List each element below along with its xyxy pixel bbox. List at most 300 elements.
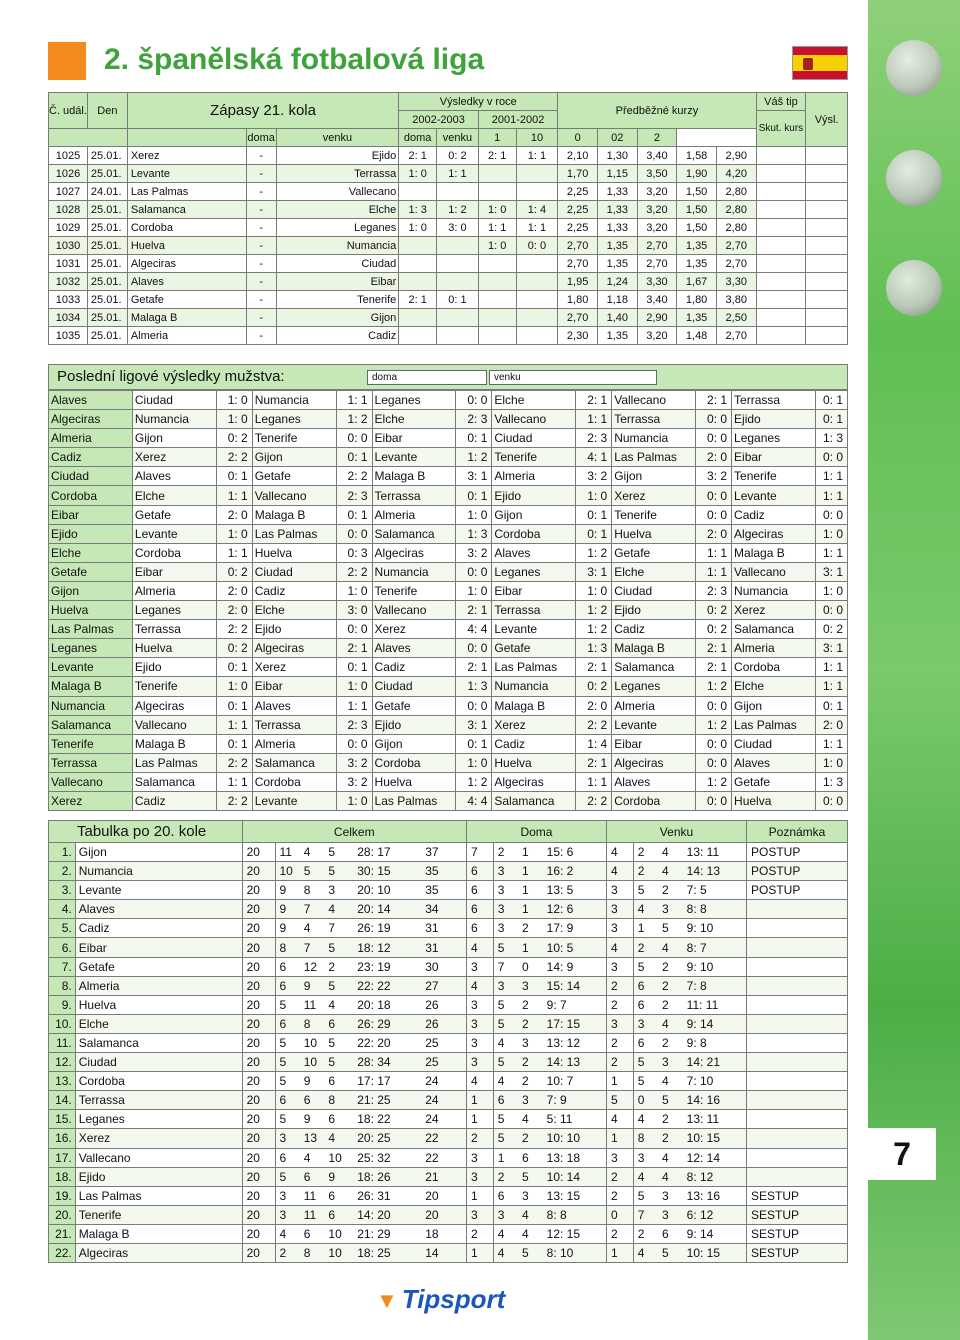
home-lost: 2 (518, 1129, 543, 1148)
odds-02: 1,67 (677, 273, 717, 291)
results-opponent: Algeciras (612, 753, 696, 772)
match-row (49, 201, 848, 219)
score-s2-away (516, 255, 558, 273)
match-date: 25.01. (87, 255, 127, 273)
total-drawn: 8 (300, 881, 325, 900)
away-lost: 2 (658, 881, 683, 900)
home-won: 3 (466, 995, 493, 1014)
score-s1-away (437, 183, 479, 201)
results-score: 1: 1 (336, 696, 372, 715)
results-opponent: Elche (132, 486, 216, 505)
odds-02: 1,90 (677, 165, 717, 183)
results-opponent: Elche (252, 601, 336, 620)
results-opponent: Eibar (372, 429, 456, 448)
results-opponent: Leganes (492, 562, 576, 581)
odds-2: 2,80 (716, 183, 756, 201)
total-lost: 4 (324, 1129, 353, 1148)
brand-name: Tipsport (401, 1284, 506, 1314)
total-won: 6 (275, 1148, 300, 1167)
results-opponent: Ciudad (372, 677, 456, 696)
results-team: Leganes (49, 639, 133, 658)
standings-rank: 12. (49, 1053, 76, 1072)
away-lost: 2 (658, 1129, 683, 1148)
total-drawn: 6 (300, 1091, 325, 1110)
standings-row (49, 919, 848, 938)
results-score: 0: 1 (576, 524, 612, 543)
standings-row (49, 1224, 848, 1243)
home-goals: 17: 15 (543, 1014, 607, 1033)
results-opponent: Algeciras (132, 696, 216, 715)
result-cell (806, 219, 848, 237)
match-away: Vallecano (276, 183, 399, 201)
results-score: 0: 0 (696, 753, 732, 772)
standings-title: Tabulka po 20. kole (49, 821, 243, 843)
result-cell (806, 291, 848, 309)
results-score: 0: 1 (456, 734, 492, 753)
results-opponent: Ejido (252, 620, 336, 639)
away-drawn: 4 (633, 900, 658, 919)
results-score: 3: 2 (336, 753, 372, 772)
odds-0: 2,90 (637, 309, 677, 327)
results-row (49, 601, 848, 620)
results-row (49, 505, 848, 524)
result-cell (806, 237, 848, 255)
results-team: Elche (49, 543, 133, 562)
away-won: 5 (606, 1091, 633, 1110)
score-s1-home (399, 237, 437, 255)
results-score: 1: 0 (456, 753, 492, 772)
odds-0: 2,70 (637, 255, 677, 273)
home-lost: 1 (518, 881, 543, 900)
results-opponent: Eibar (252, 677, 336, 696)
total-points: 18 (421, 1224, 466, 1243)
score-s1-home (399, 183, 437, 201)
home-lost: 1 (518, 843, 543, 862)
away-goals: 7: 5 (683, 881, 747, 900)
away-won: 2 (606, 976, 633, 995)
total-goals: 18: 12 (353, 938, 421, 957)
standings-rank: 1. (49, 843, 76, 862)
results-score: 2: 3 (336, 486, 372, 505)
total-lost: 5 (324, 1033, 353, 1052)
home-lost: 3 (518, 976, 543, 995)
results-row (49, 448, 848, 467)
home-drawn: 5 (493, 1053, 518, 1072)
results-score: 1: 1 (216, 486, 252, 505)
match-sep: - (246, 291, 276, 309)
standings-rank: 7. (49, 957, 76, 976)
total-goals: 23: 19 (353, 957, 421, 976)
results-doma-label: doma (367, 370, 487, 385)
match-id: 1032 (49, 273, 88, 291)
score-s2-home (478, 291, 516, 309)
results-score: 0: 2 (576, 677, 612, 696)
total-drawn: 12 (300, 957, 325, 976)
results-score: 3: 1 (456, 715, 492, 734)
total-played: 20 (242, 1033, 275, 1052)
results-score: 1: 0 (336, 791, 372, 810)
odds-2: 2,90 (716, 147, 756, 165)
match-row (49, 273, 848, 291)
col-cislo: Č. udál. (49, 93, 88, 129)
tip-cell (756, 201, 806, 219)
results-score: 3: 1 (456, 467, 492, 486)
total-played: 20 (242, 1014, 275, 1033)
odds-0: 3,40 (637, 147, 677, 165)
standings-team: Leganes (75, 1110, 242, 1129)
away-lost: 4 (658, 1167, 683, 1186)
results-row (49, 524, 848, 543)
odds-10: 1,18 (597, 291, 637, 309)
home-lost: 3 (518, 1186, 543, 1205)
results-score: 3: 1 (815, 562, 847, 581)
total-played: 20 (242, 957, 275, 976)
results-opponent: Las Palmas (612, 448, 696, 467)
home-drawn: 5 (493, 1110, 518, 1129)
home-lost: 1 (518, 862, 543, 881)
results-score: 0: 1 (216, 734, 252, 753)
results-team: Algeciras (49, 410, 133, 429)
total-won: 3 (275, 1129, 300, 1148)
away-drawn: 3 (633, 1014, 658, 1033)
total-lost: 10 (324, 1243, 353, 1262)
home-goals: 13: 5 (543, 881, 607, 900)
results-score: 0: 0 (456, 562, 492, 581)
results-row (49, 620, 848, 639)
tip-cell (756, 147, 806, 165)
total-lost: 10 (324, 1148, 353, 1167)
results-score: 0: 0 (696, 429, 732, 448)
results-score: 1: 1 (576, 772, 612, 791)
results-score: 1: 0 (216, 410, 252, 429)
home-drawn: 4 (493, 1243, 518, 1262)
standings-rank: 15. (49, 1110, 76, 1129)
results-score: 0: 0 (336, 620, 372, 639)
results-score: 0: 1 (336, 448, 372, 467)
results-score: 3: 2 (336, 772, 372, 791)
standings-rank: 5. (49, 919, 76, 938)
match-away: Numancia (276, 237, 399, 255)
results-score: 1: 0 (815, 524, 847, 543)
odds-2: 2,50 (716, 309, 756, 327)
col-zapasy: Zápasy 21. kola (127, 93, 398, 129)
home-lost: 3 (518, 1091, 543, 1110)
away-drawn: 2 (633, 862, 658, 881)
match-sep: - (246, 255, 276, 273)
standings-note (746, 1072, 847, 1091)
results-opponent: Cadiz (372, 658, 456, 677)
total-won: 6 (275, 957, 300, 976)
results-opponent: Getafe (732, 772, 816, 791)
total-goals: 17: 17 (353, 1072, 421, 1091)
results-opponent: Elche (732, 677, 816, 696)
results-team: Xerez (49, 791, 133, 810)
away-goals: 8: 8 (683, 900, 747, 919)
home-drawn: 3 (493, 862, 518, 881)
col-k02: 02 (597, 129, 637, 147)
results-score: 2: 0 (815, 715, 847, 734)
away-lost: 5 (658, 919, 683, 938)
home-goals: 12: 6 (543, 900, 607, 919)
match-date: 25.01. (87, 237, 127, 255)
home-goals: 15: 6 (543, 843, 607, 862)
away-won: 0 (606, 1205, 633, 1224)
away-drawn: 5 (633, 1072, 658, 1091)
away-drawn: 1 (633, 919, 658, 938)
total-won: 11 (275, 843, 300, 862)
total-won: 5 (275, 1110, 300, 1129)
score-s2-home: 1: 0 (478, 201, 516, 219)
total-lost: 8 (324, 1091, 353, 1110)
standings-rank: 22. (49, 1243, 76, 1262)
results-team: Ejido (49, 524, 133, 543)
results-team: Huelva (49, 601, 133, 620)
results-opponent: Elche (492, 391, 576, 410)
results-opponent: Salamanca (372, 524, 456, 543)
home-won: 7 (466, 843, 493, 862)
match-row (49, 291, 848, 309)
home-drawn: 2 (493, 843, 518, 862)
results-opponent: Huelva (252, 543, 336, 562)
score-s2-home: 2: 1 (478, 147, 516, 165)
results-score: 2: 0 (696, 524, 732, 543)
results-opponent: Cordoba (372, 753, 456, 772)
standings-row (49, 1148, 848, 1167)
away-goals: 9: 10 (683, 957, 747, 976)
score-s2-away (516, 183, 558, 201)
results-opponent: Las Palmas (372, 791, 456, 810)
results-team: Eibar (49, 505, 133, 524)
results-opponent: Tenerife (372, 581, 456, 600)
results-opponent: Leganes (732, 429, 816, 448)
home-goals: 16: 2 (543, 862, 607, 881)
standings-rank: 9. (49, 995, 76, 1014)
results-opponent: Elche (372, 410, 456, 429)
total-goals: 21: 29 (353, 1224, 421, 1243)
results-score: 2: 2 (216, 753, 252, 772)
home-lost: 2 (518, 995, 543, 1014)
total-points: 25 (421, 1033, 466, 1052)
score-s1-away (437, 327, 479, 345)
home-goals: 10: 5 (543, 938, 607, 957)
total-points: 22 (421, 1148, 466, 1167)
tip-cell (756, 219, 806, 237)
standings-team: Xerez (75, 1129, 242, 1148)
away-won: 3 (606, 881, 633, 900)
results-score: 0: 1 (456, 486, 492, 505)
spain-flag-icon (792, 46, 848, 80)
results-score: 2: 0 (216, 601, 252, 620)
results-opponent: Cadiz (252, 581, 336, 600)
match-row (49, 237, 848, 255)
match-home: Alaves (127, 273, 246, 291)
home-won: 4 (466, 938, 493, 957)
away-lost: 3 (658, 1053, 683, 1072)
match-away: Cadiz (276, 327, 399, 345)
results-opponent: Salamanca (612, 658, 696, 677)
score-s1-away (437, 309, 479, 327)
away-won: 4 (606, 862, 633, 881)
results-opponent: Eibar (492, 581, 576, 600)
total-goals: 28: 17 (353, 843, 421, 862)
standings-rank: 17. (49, 1148, 76, 1167)
results-row (49, 715, 848, 734)
results-opponent: Cordoba (732, 658, 816, 677)
results-opponent: Ciudad (492, 429, 576, 448)
total-won: 5 (275, 995, 300, 1014)
odds-2: 2,80 (716, 219, 756, 237)
total-drawn: 9 (300, 1110, 325, 1129)
total-won: 6 (275, 1014, 300, 1033)
odds-2: 2,70 (716, 237, 756, 255)
col-s1-doma: doma (246, 129, 276, 147)
results-score: 3: 2 (576, 467, 612, 486)
results-score: 3: 2 (696, 467, 732, 486)
home-won: 4 (466, 976, 493, 995)
results-row (49, 677, 848, 696)
score-s2-home: 1: 0 (478, 237, 516, 255)
standings-row (49, 1033, 848, 1052)
results-score: 0: 1 (216, 467, 252, 486)
away-won: 2 (606, 1224, 633, 1243)
home-goals: 10: 14 (543, 1167, 607, 1186)
results-score: 1: 1 (815, 486, 847, 505)
home-lost: 1 (518, 938, 543, 957)
total-lost: 9 (324, 1167, 353, 1186)
standings-row (49, 1053, 848, 1072)
away-drawn: 0 (633, 1091, 658, 1110)
standings-rank: 8. (49, 976, 76, 995)
results-opponent: Huelva (732, 791, 816, 810)
total-played: 20 (242, 1148, 275, 1167)
col-k0: 0 (558, 129, 598, 147)
results-score: 1: 2 (336, 410, 372, 429)
home-goals: 8: 8 (543, 1205, 607, 1224)
score-s2-away (516, 309, 558, 327)
total-drawn: 11 (300, 1186, 325, 1205)
total-won: 5 (275, 1053, 300, 1072)
total-goals: 22: 22 (353, 976, 421, 995)
standings-rank: 20. (49, 1205, 76, 1224)
results-score: 1: 0 (336, 581, 372, 600)
total-goals: 18: 22 (353, 1110, 421, 1129)
results-team: Alaves (49, 391, 133, 410)
col-celkem: Celkem (242, 821, 466, 843)
standings-team: Tenerife (75, 1205, 242, 1224)
home-won: 3 (466, 1053, 493, 1072)
results-score: 0: 0 (815, 601, 847, 620)
odds-02: 1,50 (677, 183, 717, 201)
results-score: 2: 2 (336, 562, 372, 581)
results-score: 0: 0 (696, 696, 732, 715)
results-score: 1: 1 (815, 734, 847, 753)
odds-10: 1,40 (597, 309, 637, 327)
results-score: 0: 0 (696, 486, 732, 505)
match-home: Las Palmas (127, 183, 246, 201)
results-team: Malaga B (49, 677, 133, 696)
results-opponent: Numancia (132, 410, 216, 429)
col-vas-tip: Váš tip (756, 93, 806, 111)
results-team: Salamanca (49, 715, 133, 734)
odds-10: 1,15 (597, 165, 637, 183)
total-goals: 25: 32 (353, 1148, 421, 1167)
home-goals: 12: 15 (543, 1224, 607, 1243)
results-opponent: Terrassa (372, 486, 456, 505)
away-won: 4 (606, 1110, 633, 1129)
odds-1: 2,70 (558, 237, 598, 255)
results-opponent: Vallecano (372, 601, 456, 620)
col-season1: 2002-2003 (399, 111, 479, 129)
total-played: 20 (242, 1186, 275, 1205)
col-k1: 1 (478, 129, 516, 147)
results-score: 1: 1 (696, 562, 732, 581)
results-opponent: Alaves (132, 467, 216, 486)
results-opponent: Tenerife (252, 429, 336, 448)
results-score: 2: 1 (696, 391, 732, 410)
match-home: Malaga B (127, 309, 246, 327)
total-won: 8 (275, 938, 300, 957)
results-row (49, 791, 848, 810)
results-score: 0: 1 (576, 505, 612, 524)
results-team: Cordoba (49, 486, 133, 505)
standings-rank: 2. (49, 862, 76, 881)
standings-team: Numancia (75, 862, 242, 881)
total-lost: 6 (324, 1186, 353, 1205)
total-played: 20 (242, 1205, 275, 1224)
score-s2-home (478, 255, 516, 273)
results-score: 3: 1 (815, 639, 847, 658)
away-drawn: 7 (633, 1205, 658, 1224)
home-lost: 4 (518, 1205, 543, 1224)
result-cell (806, 273, 848, 291)
results-score: 2: 1 (456, 601, 492, 620)
odds-2: 3,30 (716, 273, 756, 291)
total-played: 20 (242, 976, 275, 995)
total-goals: 26: 19 (353, 919, 421, 938)
results-score: 0: 0 (815, 448, 847, 467)
odds-10: 1,33 (597, 219, 637, 237)
results-opponent: Elche (612, 562, 696, 581)
total-goals: 20: 10 (353, 881, 421, 900)
results-score: 0: 0 (815, 791, 847, 810)
results-opponent: Levante (492, 620, 576, 639)
standings-team: Terrassa (75, 1091, 242, 1110)
results-score: 0: 1 (815, 696, 847, 715)
total-lost: 6 (324, 1110, 353, 1129)
total-played: 20 (242, 1243, 275, 1262)
total-won: 6 (275, 976, 300, 995)
results-opponent: Algeciras (372, 543, 456, 562)
results-score: 0: 1 (336, 505, 372, 524)
standings-note (746, 995, 847, 1014)
standings-rank: 16. (49, 1129, 76, 1148)
results-score: 1: 2 (456, 772, 492, 791)
total-won: 3 (275, 1186, 300, 1205)
results-row (49, 467, 848, 486)
match-home: Xerez (127, 147, 246, 165)
odds-0: 3,40 (637, 291, 677, 309)
results-opponent: Levante (732, 486, 816, 505)
total-points: 37 (421, 843, 466, 862)
total-points: 20 (421, 1186, 466, 1205)
results-score: 1: 2 (576, 620, 612, 639)
match-home: Cordoba (127, 219, 246, 237)
results-opponent: Alaves (252, 696, 336, 715)
away-won: 2 (606, 1167, 633, 1186)
results-opponent: Algeciras (732, 524, 816, 543)
total-lost: 4 (324, 900, 353, 919)
standings-note (746, 1110, 847, 1129)
